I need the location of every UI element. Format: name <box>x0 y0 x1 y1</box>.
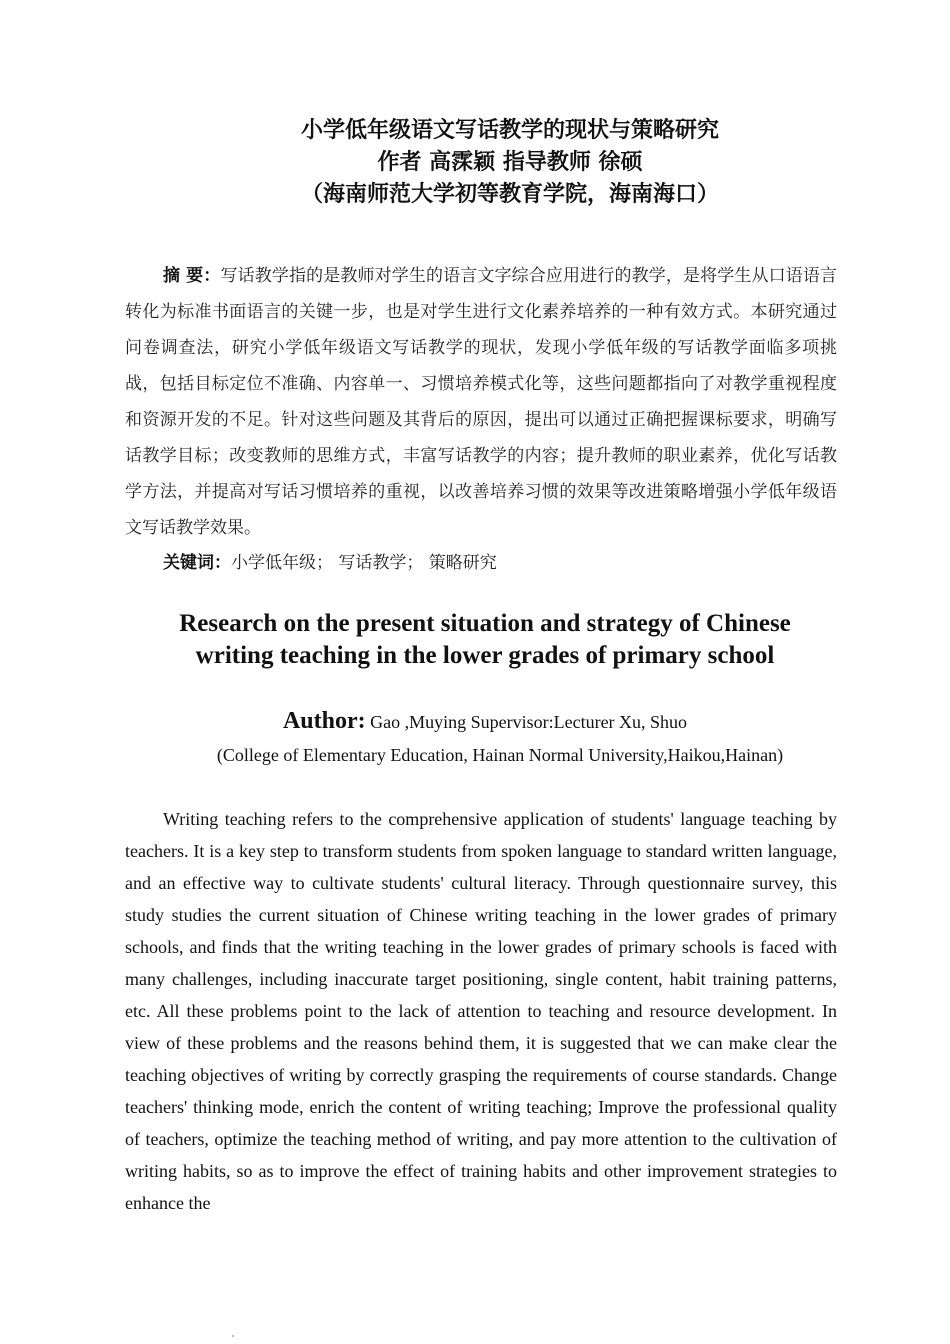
page-mark <box>232 1335 234 1337</box>
english-title-line-2: writing teaching in the lower grades of primary school <box>195 642 775 669</box>
english-abstract: Writing teaching refers to the comprehensive application of students' language teaching by teachers. It is a key step to transform students from spoken language to standard written language, and an effective way to cultivate students' cultural literacy. Through questionnaire survey, this study studies the current situation of Chinese writing teaching in the lower grades of primary schools, and finds that the writing teaching in the lower grades of primary schools is faced with many challenges, including inaccurate target positioning, single content, habit training patterns, etc. All these problems point to the lack of attention to teaching and resource development. In view of these problems and the reasons behind them, it is suggested that we can make clear the teaching objectives of writing by correctly grasping the requirements of course standards. Change teachers' thinking mode, enrich the content of writing teaching; Improve the professional quality of teachers, optimize the teaching method of writing, and pay more attention to the cultivation of writing habits, so as to improve the effect of training habits and other improvement strategies to enhance the <box>125 809 837 1213</box>
chinese-author-line: 作者 高霂颖 指导教师 徐硕 <box>377 150 643 175</box>
chinese-keywords <box>163 545 497 581</box>
keywords-label: 关键词： <box>163 553 231 573</box>
chinese-affiliation: （海南师范大学初等教育学院，海南海口） <box>300 182 719 207</box>
author-text: Gao ,Muying Supervisor:Lecturer Xu, Shuo <box>365 712 688 732</box>
author-label: Author: <box>282 708 366 734</box>
english-title <box>130 608 840 672</box>
english-affiliation: (College of Elementary Education, Hainan Normal University,Haikou,Hainan) <box>216 745 784 765</box>
keywords-text: 小学低年级； 写话教学； 策略研究 <box>231 553 497 573</box>
english-title-line-1: Research on the present situation and strategy of Chinese <box>179 610 791 637</box>
english-author-line <box>130 704 840 739</box>
abstract-label: 摘 要： <box>163 266 221 286</box>
chinese-abstract <box>125 258 837 546</box>
abstract-text: 写话教学指的是教师对学生的语言文字综合应用进行的教学，是将学生从口语语言转化为标准书面语言的关键一步，也是对学生进行文化素养培养的一种有效方式。本研究通过问卷调查法，研究小学低年级语文写话教学的现状，发现小学低年级的写话教学面临多项挑战，包括目标定位不准确、内容单一、习惯培养模式化等，这些问题都指向了对教学重视程度和资源开发的不足。针对这些问题及其背后的原因，提出可以通过正确把握课标要求，明确写话教学目标；改变教师的思维方式，丰富写话教学的内容；提升教师的职业素养，优化写话教学方法，并提高对写话习惯培养的重视，以改善培养习惯的效果等改进策略增强小学低年级语文写话教学效果。 <box>125 266 838 538</box>
chinese-title: 小学低年级语文写话教学的现状与策略研究 <box>300 118 719 143</box>
